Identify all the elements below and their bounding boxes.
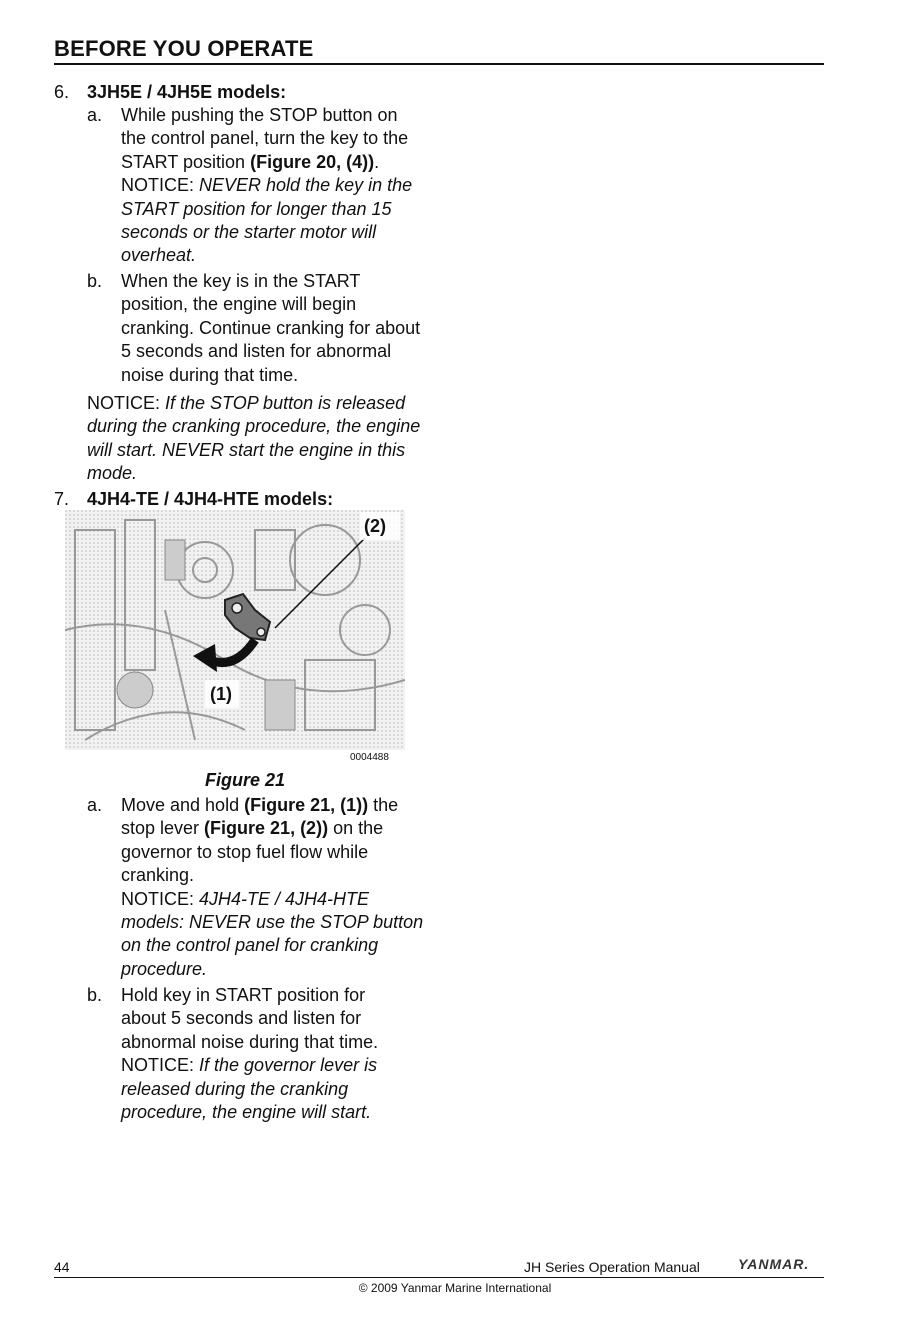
page-title: BEFORE YOU OPERATE xyxy=(54,36,314,61)
step-6a-label: a. xyxy=(87,105,103,125)
step-6b-label: b. xyxy=(87,271,103,291)
callout-2-label: (2) xyxy=(364,516,386,536)
copyright: © 2009 Yanmar Marine International xyxy=(358,1281,552,1295)
step-7a-label: a. xyxy=(87,795,103,815)
step-6-notice: NOTICE: If the STOP button is released during the cranking procedure, the engine will start. NEVER start the engine in this mode. xyxy=(87,393,421,484)
header-rule xyxy=(54,63,824,65)
yanmar-logo: YANMAR. xyxy=(738,1256,810,1272)
manual-title: JH Series Operation Manual xyxy=(524,1259,700,1275)
step-7a-text: Move and hold (Figure 21, (1)) the stop lever (Figure 21, (2)) on the governor to stop fuel flow while cranking. NOTICE: 4JH4-TE / 4JH4-HTE models: NEVER use the STOP button on the control panel for cranking procedure. xyxy=(121,795,424,979)
figure-reference-code: 0004488 xyxy=(350,752,389,763)
step-6b-text: When the key is in the START position, the engine will begin cranking. Continue cranking for about 5 seconds and listen for abnormal noise during that time. xyxy=(121,271,421,385)
step-7-title: 4JH4-TE / 4JH4-HTE models: xyxy=(87,489,334,509)
footer-rule xyxy=(54,1277,824,1278)
page-number: 44 xyxy=(54,1259,70,1275)
step-7b-label: b. xyxy=(87,985,103,1005)
governor-stop-lever-photo xyxy=(65,510,405,750)
step-7-number: 7. xyxy=(54,489,70,509)
step-7b-text: Hold key in START position for about 5 seconds and listen for abnormal noise during that time. NOTICE: If the governor lever is released during the cranking procedure, the engine will start. xyxy=(121,985,379,1123)
step-6a-text: While pushing the STOP button on the control panel, turn the key to the START position (Figure 20, (4)). NOTICE: NEVER hold the key in the START position for longer than 15 seconds or the starter motor will overheat. xyxy=(121,105,413,266)
step-6-number: 6. xyxy=(54,82,70,102)
figure-caption: Figure 21 xyxy=(205,770,286,790)
engine-illustration xyxy=(65,510,405,750)
callout-1-label: (1) xyxy=(210,684,232,704)
step-6-title: 3JH5E / 4JH5E models: xyxy=(87,82,287,102)
